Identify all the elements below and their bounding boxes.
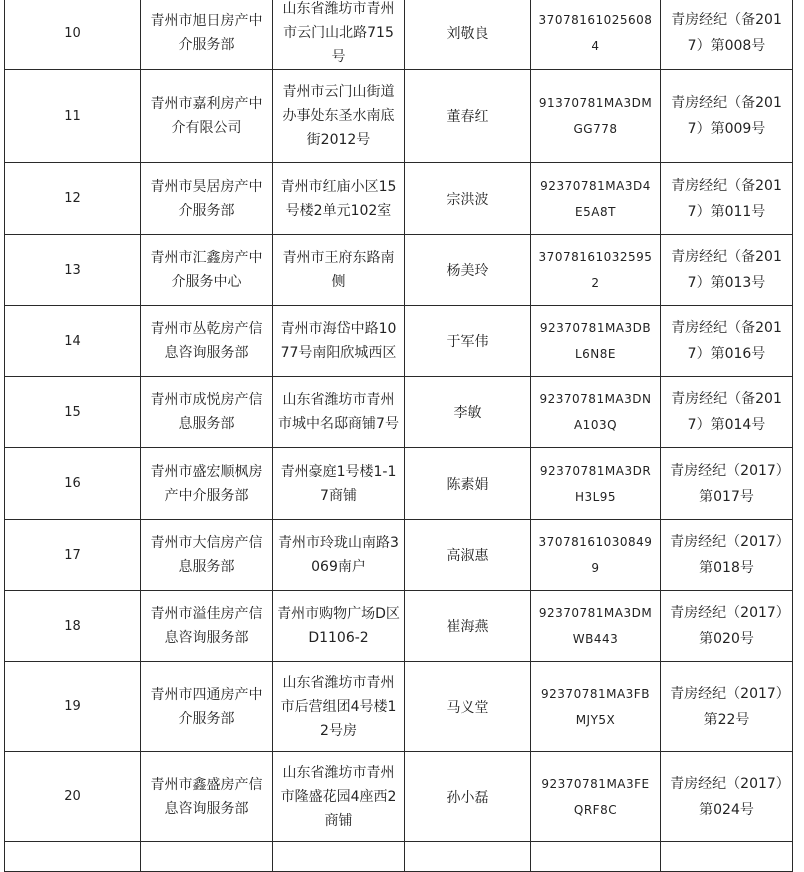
responsible-person: 高淑惠 (405, 520, 531, 591)
table-row (5, 235, 793, 306)
responsible-person: 孙小磊 (405, 752, 531, 842)
credit-code: 92370781MA3D4E5A8T (531, 163, 661, 235)
agency-name: 青州市旭日房产中介服务部 (141, 0, 273, 70)
credit-code: 92370781MA3DMWB443 (531, 591, 661, 662)
record-number: 青房经纪（备2017）第009号 (661, 70, 793, 163)
responsible-person: 董春红 (405, 70, 531, 163)
agency-address: 山东省潍坊市青州市后营组团4号楼12号房 (273, 662, 405, 752)
record-number: 青房经纪（备2017）第011号 (661, 163, 793, 235)
row-number: 19 (5, 662, 141, 752)
agency-registry-table (4, 0, 793, 872)
row-number: 18 (5, 591, 141, 662)
row-number: 17 (5, 520, 141, 591)
agency-name: 青州市汇鑫房产中介服务中心 (141, 235, 273, 306)
table-row (5, 448, 793, 520)
record-number: 青房经纪（2017）第017号 (661, 448, 793, 520)
table-row (5, 520, 793, 591)
responsible-person: 李敏 (405, 377, 531, 448)
row-number: 16 (5, 448, 141, 520)
table-row (5, 0, 793, 70)
table-row (5, 306, 793, 377)
table-row (5, 377, 793, 448)
responsible-person: 陈素娟 (405, 448, 531, 520)
credit-code: 91370781MA3DMGG778 (531, 70, 661, 163)
table-row (5, 752, 793, 842)
agency-address: 山东省潍坊市青州市隆盛花园4座西2商铺 (273, 752, 405, 842)
agency-name: 青州市嘉利房产中介有限公司 (141, 70, 273, 163)
agency-address: 山东省潍坊市青州市城中名邸商铺7号 (273, 377, 405, 448)
responsible-person: 于军伟 (405, 306, 531, 377)
agency-name: 青州市盛宏顺枫房产中介服务部 (141, 448, 273, 520)
credit-code: 370781610256084 (531, 0, 661, 70)
responsible-person: 刘敬良 (405, 0, 531, 70)
credit-code: 92370781MA3FEQRF8C (531, 752, 661, 842)
responsible-person (405, 842, 531, 872)
table-row (5, 662, 793, 752)
credit-code: 92370781MA3DBL6N8E (531, 306, 661, 377)
credit-code: 92370781MA3DRH3L95 (531, 448, 661, 520)
agency-address: 青州市云门山街道办事处东圣水南底街2012号 (273, 70, 405, 163)
record-number: 青房经纪（2017）第018号 (661, 520, 793, 591)
agency-address: 青州市王府东路南侧 (273, 235, 405, 306)
row-number: 15 (5, 377, 141, 448)
record-number: 青房经纪（2017）第22号 (661, 662, 793, 752)
agency-address: 青州市海岱中路1077号南阳欣城西区 (273, 306, 405, 377)
table-row (5, 591, 793, 662)
record-number: 青房经纪（2017）第020号 (661, 591, 793, 662)
row-number: 13 (5, 235, 141, 306)
agency-name (141, 842, 273, 872)
credit-code: 370781610308499 (531, 520, 661, 591)
agency-address: 山东省潍坊市青州市云门山北路715号 (273, 0, 405, 70)
table-row (5, 842, 793, 872)
record-number (661, 842, 793, 872)
agency-name: 青州市昊居房产中介服务部 (141, 163, 273, 235)
agency-name: 青州市丛乾房产信息咨询服务部 (141, 306, 273, 377)
responsible-person: 马义堂 (405, 662, 531, 752)
agency-name: 青州市四通房产中介服务部 (141, 662, 273, 752)
credit-code: 92370781MA3FBMJY5X (531, 662, 661, 752)
record-number: 青房经纪（2017）第024号 (661, 752, 793, 842)
agency-name: 青州市大信房产信息服务部 (141, 520, 273, 591)
agency-address: 青州豪庭1号楼1-17商铺 (273, 448, 405, 520)
table-row (5, 163, 793, 235)
agency-name: 青州市成悦房产信息服务部 (141, 377, 273, 448)
record-number: 青房经纪（备2017）第014号 (661, 377, 793, 448)
agency-name: 青州市鑫盛房产信息咨询服务部 (141, 752, 273, 842)
row-number: 12 (5, 163, 141, 235)
agency-address (273, 842, 405, 872)
responsible-person: 崔海燕 (405, 591, 531, 662)
credit-code (531, 842, 661, 872)
table-row (5, 70, 793, 163)
credit-code: 92370781MA3DNA103Q (531, 377, 661, 448)
row-number: 20 (5, 752, 141, 842)
row-number: 14 (5, 306, 141, 377)
responsible-person: 杨美玲 (405, 235, 531, 306)
row-number: 10 (5, 0, 141, 70)
row-number (5, 842, 141, 872)
agency-name: 青州市溢佳房产信息咨询服务部 (141, 591, 273, 662)
responsible-person: 宗洪波 (405, 163, 531, 235)
credit-code: 370781610325952 (531, 235, 661, 306)
agency-address: 青州市购物广场D区D1106-2 (273, 591, 405, 662)
record-number: 青房经纪（备2017）第016号 (661, 306, 793, 377)
record-number: 青房经纪（备2017）第008号 (661, 0, 793, 70)
record-number: 青房经纪（备2017）第013号 (661, 235, 793, 306)
agency-address: 青州市玲珑山南路3069南户 (273, 520, 405, 591)
row-number: 11 (5, 70, 141, 163)
agency-address: 青州市红庙小区15号楼2单元102室 (273, 163, 405, 235)
